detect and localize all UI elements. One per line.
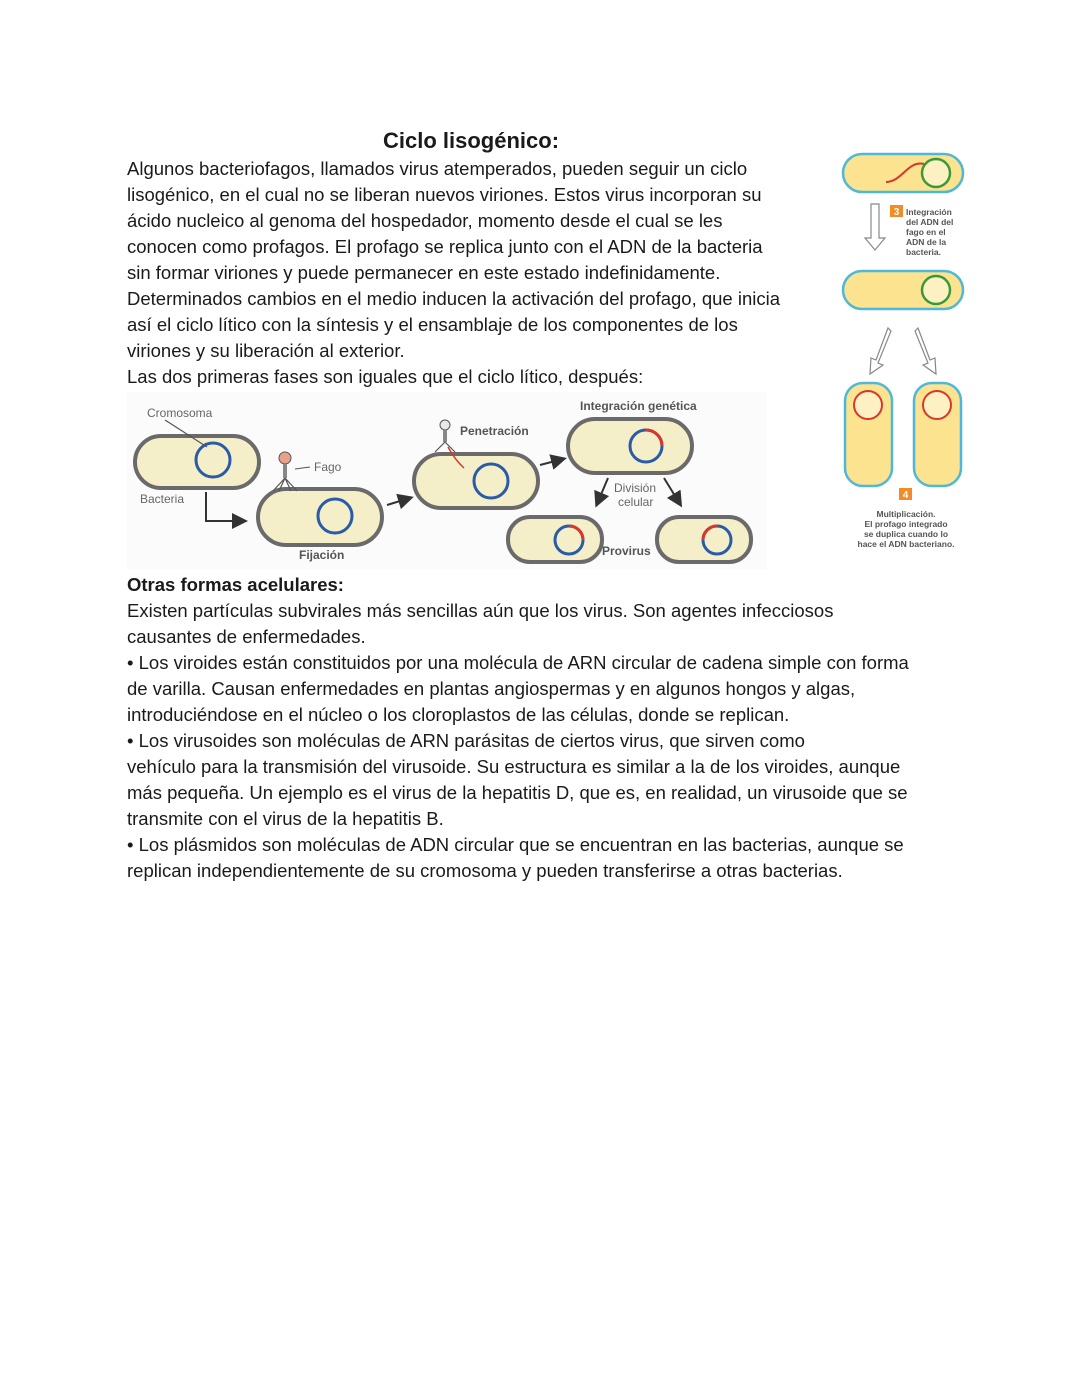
- step3-line: del ADN del: [906, 217, 954, 227]
- step3-line: Integración: [906, 207, 952, 217]
- bacteria-cell-initial: [135, 436, 259, 488]
- prophage-multiplication-diagram: [836, 148, 972, 554]
- step-number-4: 4: [902, 490, 909, 501]
- cell-with-prophage: [843, 271, 963, 309]
- text-line: viriones y su liberación al exterior.: [127, 340, 405, 361]
- label-penetracion: Penetración: [460, 424, 529, 438]
- text-line: Algunos bacteriofagos, llamados virus atemperados, pueden seguir un ciclo: [127, 158, 748, 179]
- step-number-3: 3: [893, 207, 900, 218]
- text-line: lisogénico, en el cual no se liberan nuevos viriones. Estos virus incorporan su: [127, 184, 762, 205]
- text-line: sin formar viriones y puede permanecer en este estado indefinidamente.: [127, 262, 721, 283]
- step4-line: hace el ADN bacteriano.: [857, 539, 955, 549]
- text-line: Existen partículas subvirales más sencillas aún que los virus. Son agentes infecciosos: [127, 600, 834, 621]
- text-line: de varilla. Causan enfermedades en plantas angiospermas y en algunos hongos y algas,: [127, 678, 856, 699]
- daughter-cell-left: [845, 383, 892, 486]
- text-line: • Los plásmidos son moléculas de ADN circular que se encuentran en las bacterias, aunque se: [127, 834, 904, 855]
- label-provirus: Provirus: [602, 544, 651, 558]
- step4-line: se duplica cuando lo: [863, 529, 949, 539]
- text-line: conocen como profagos. El profago se replica junto con el ADN de la bacteria: [127, 236, 763, 257]
- daughter-cell-right: [914, 383, 961, 486]
- arrow-split-right-icon: [915, 328, 936, 374]
- label-bacteria: Bacteria: [140, 492, 185, 506]
- label-division-2: celular: [618, 495, 654, 509]
- text-line: vehículo para la transmisión del virusoide. Su estructura es similar a la de los viroides, aunque: [127, 756, 901, 777]
- step3-line: ADN de la: [906, 237, 947, 247]
- text-line: Determinados cambios en el medio inducen la activación del profago, que inicia: [127, 288, 781, 309]
- lysogenic-cycle-diagram: [127, 392, 767, 570]
- bacteria-cell-penetracion: [414, 447, 538, 508]
- arrow-split-left-icon: [870, 328, 891, 374]
- page-title: Ciclo lisogénico:: [383, 128, 560, 153]
- text-line: así el ciclo lítico con la síntesis y el ensamblaje de los componentes de los: [127, 314, 738, 335]
- cell-before-integration: [843, 154, 963, 192]
- step4-line: Multiplicación.: [876, 509, 936, 519]
- bacteria-cell-fijacion: [258, 489, 382, 545]
- label-fago: Fago: [314, 460, 342, 474]
- label-integracion: Integración genética: [580, 399, 697, 413]
- step3-line: fago en el: [906, 227, 946, 237]
- text-line: más pequeña. Un ejemplo es el virus de la hepatitis D, que es, en realidad, un virusoide que se: [127, 782, 908, 803]
- text-line: causantes de enfermedades.: [127, 626, 366, 647]
- intro-paragraph: [127, 156, 780, 390]
- text-line: • Los virusoides son moléculas de ARN parásitas de ciertos virus, que sirven como: [127, 730, 805, 751]
- step3-line: bacteria.: [906, 247, 941, 257]
- label-cromosoma: Cromosoma: [147, 406, 213, 420]
- section-heading: Otras formas acelulares:: [127, 574, 344, 595]
- text-line: replican independientemente de su cromosoma y pueden transferirse a otras bacterias.: [127, 860, 843, 881]
- text-line: introduciéndose en el núcleo o los cloroplastos de las células, donde se replican.: [127, 704, 790, 725]
- arrow-down-icon: [865, 204, 885, 250]
- daughter-cell-right: [657, 517, 751, 562]
- label-division-1: División: [614, 481, 657, 495]
- text-line: transmite con el virus de la hepatitis B.: [127, 808, 444, 829]
- bacteria-cell-integracion: [568, 419, 692, 473]
- label-fijacion: Fijación: [299, 548, 345, 562]
- step4-line: El profago integrado: [864, 519, 948, 529]
- text-line: Las dos primeras fases son iguales que el ciclo lítico, después:: [127, 366, 644, 387]
- text-line: ácido nucleico al genoma del hospedador, momento desde el cual se les: [127, 210, 723, 231]
- other-forms-section: [127, 572, 909, 884]
- daughter-cell-left: [508, 517, 602, 562]
- text-line: • Los viroides están constituidos por una molécula de ARN circular de cadena simple con forma: [127, 652, 909, 673]
